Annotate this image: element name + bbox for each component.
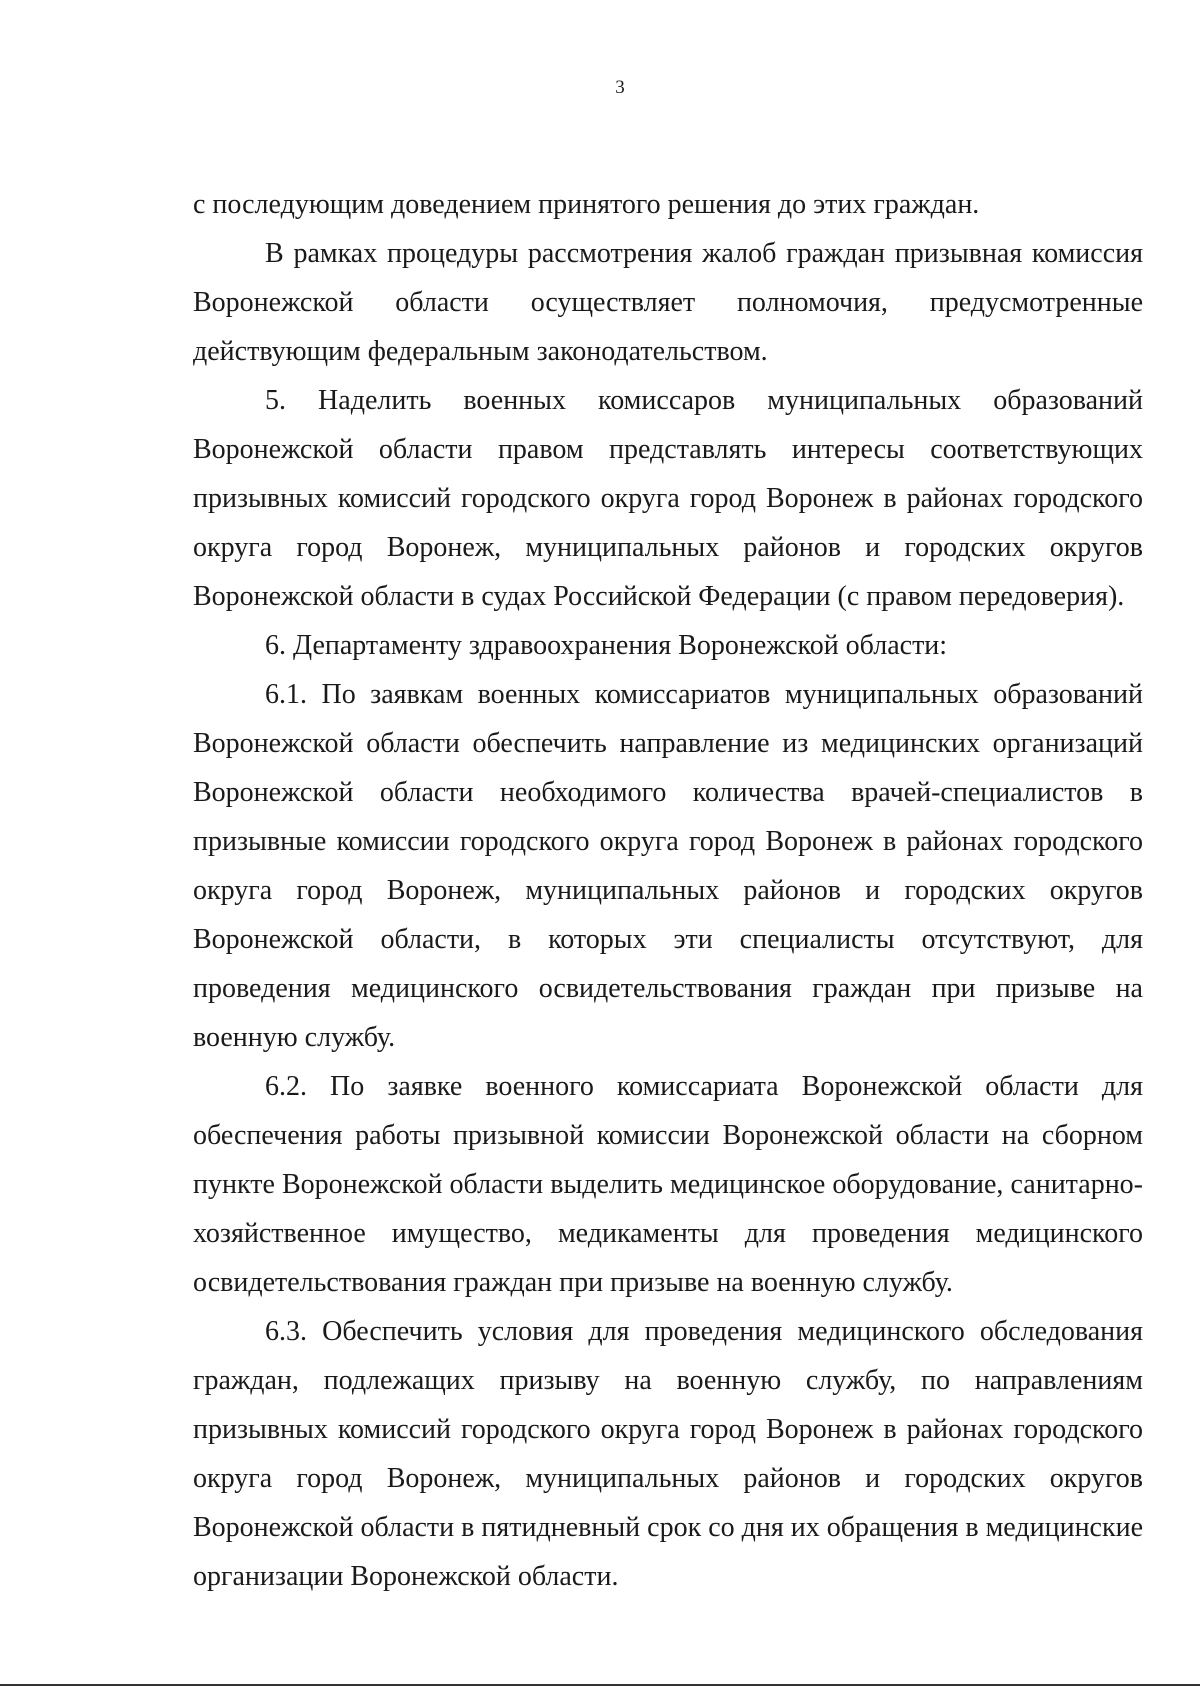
bottom-scan-edge-line xyxy=(0,1684,1200,1686)
paragraph-continuation: с последующим доведением принятого решения до этих граждан. xyxy=(193,189,980,220)
paragraph-item-5: 5. Наделить военных комиссаров муниципальных образований Воронежской области правом представлять интересы соответствующих призывных комиссий городского округа город Воронеж в районах городского округа город Воронеж, муниципальных районов и городских округов Воронежской области в судах Российской Федерации (с правом передоверия). xyxy=(193,385,1143,612)
page-number: 3 xyxy=(615,77,625,98)
paragraph-item-6: 6. Департаменту здравоохранения Воронежской области: xyxy=(265,630,948,661)
document-body xyxy=(193,180,1143,1601)
paragraph-item-6-1: 6.1. По заявкам военных комиссариатов муниципальных образований Воронежской области обеспечить направление из медицинских организаций Воронежской области необходимого количества врачей-специалистов в призывные комиссии городского округа город Воронеж в районах городского округа город Воронеж, муниципальных районов и городских округов Воронежской области, в которых эти специалисты отсутствуют, для проведения медицинского освидетельствования граждан при призыве на военную службу. xyxy=(193,679,1143,1053)
paragraph-complaints-procedure: В рамках процедуры рассмотрения жалоб граждан призывная комиссия Воронежской области осуществляет полномочия, предусмотренные действующим федеральным законодательством. xyxy=(193,238,1143,367)
paragraph-item-6-3: 6.3. Обеспечить условия для проведения медицинского обследования граждан, подлежащих призыву на военную службу, по направлениям призывных комиссий городского округа город Воронеж в районах городского округа город Воронеж, муниципальных районов и городских округов Воронежской области в пятидневный срок со дня их обращения в медицинские организации Воронежской области. xyxy=(193,1316,1143,1592)
paragraph-item-6-2: 6.2. По заявке военного комиссариата Воронежской области для обеспечения работы призывной комиссии Воронежской области на сборном пункте Воронежской области выделить медицинское оборудование, санитарно-хозяйственное имущество, медикаменты для проведения медицинского освидетельствования граждан при призыве на военную службу. xyxy=(193,1071,1143,1298)
